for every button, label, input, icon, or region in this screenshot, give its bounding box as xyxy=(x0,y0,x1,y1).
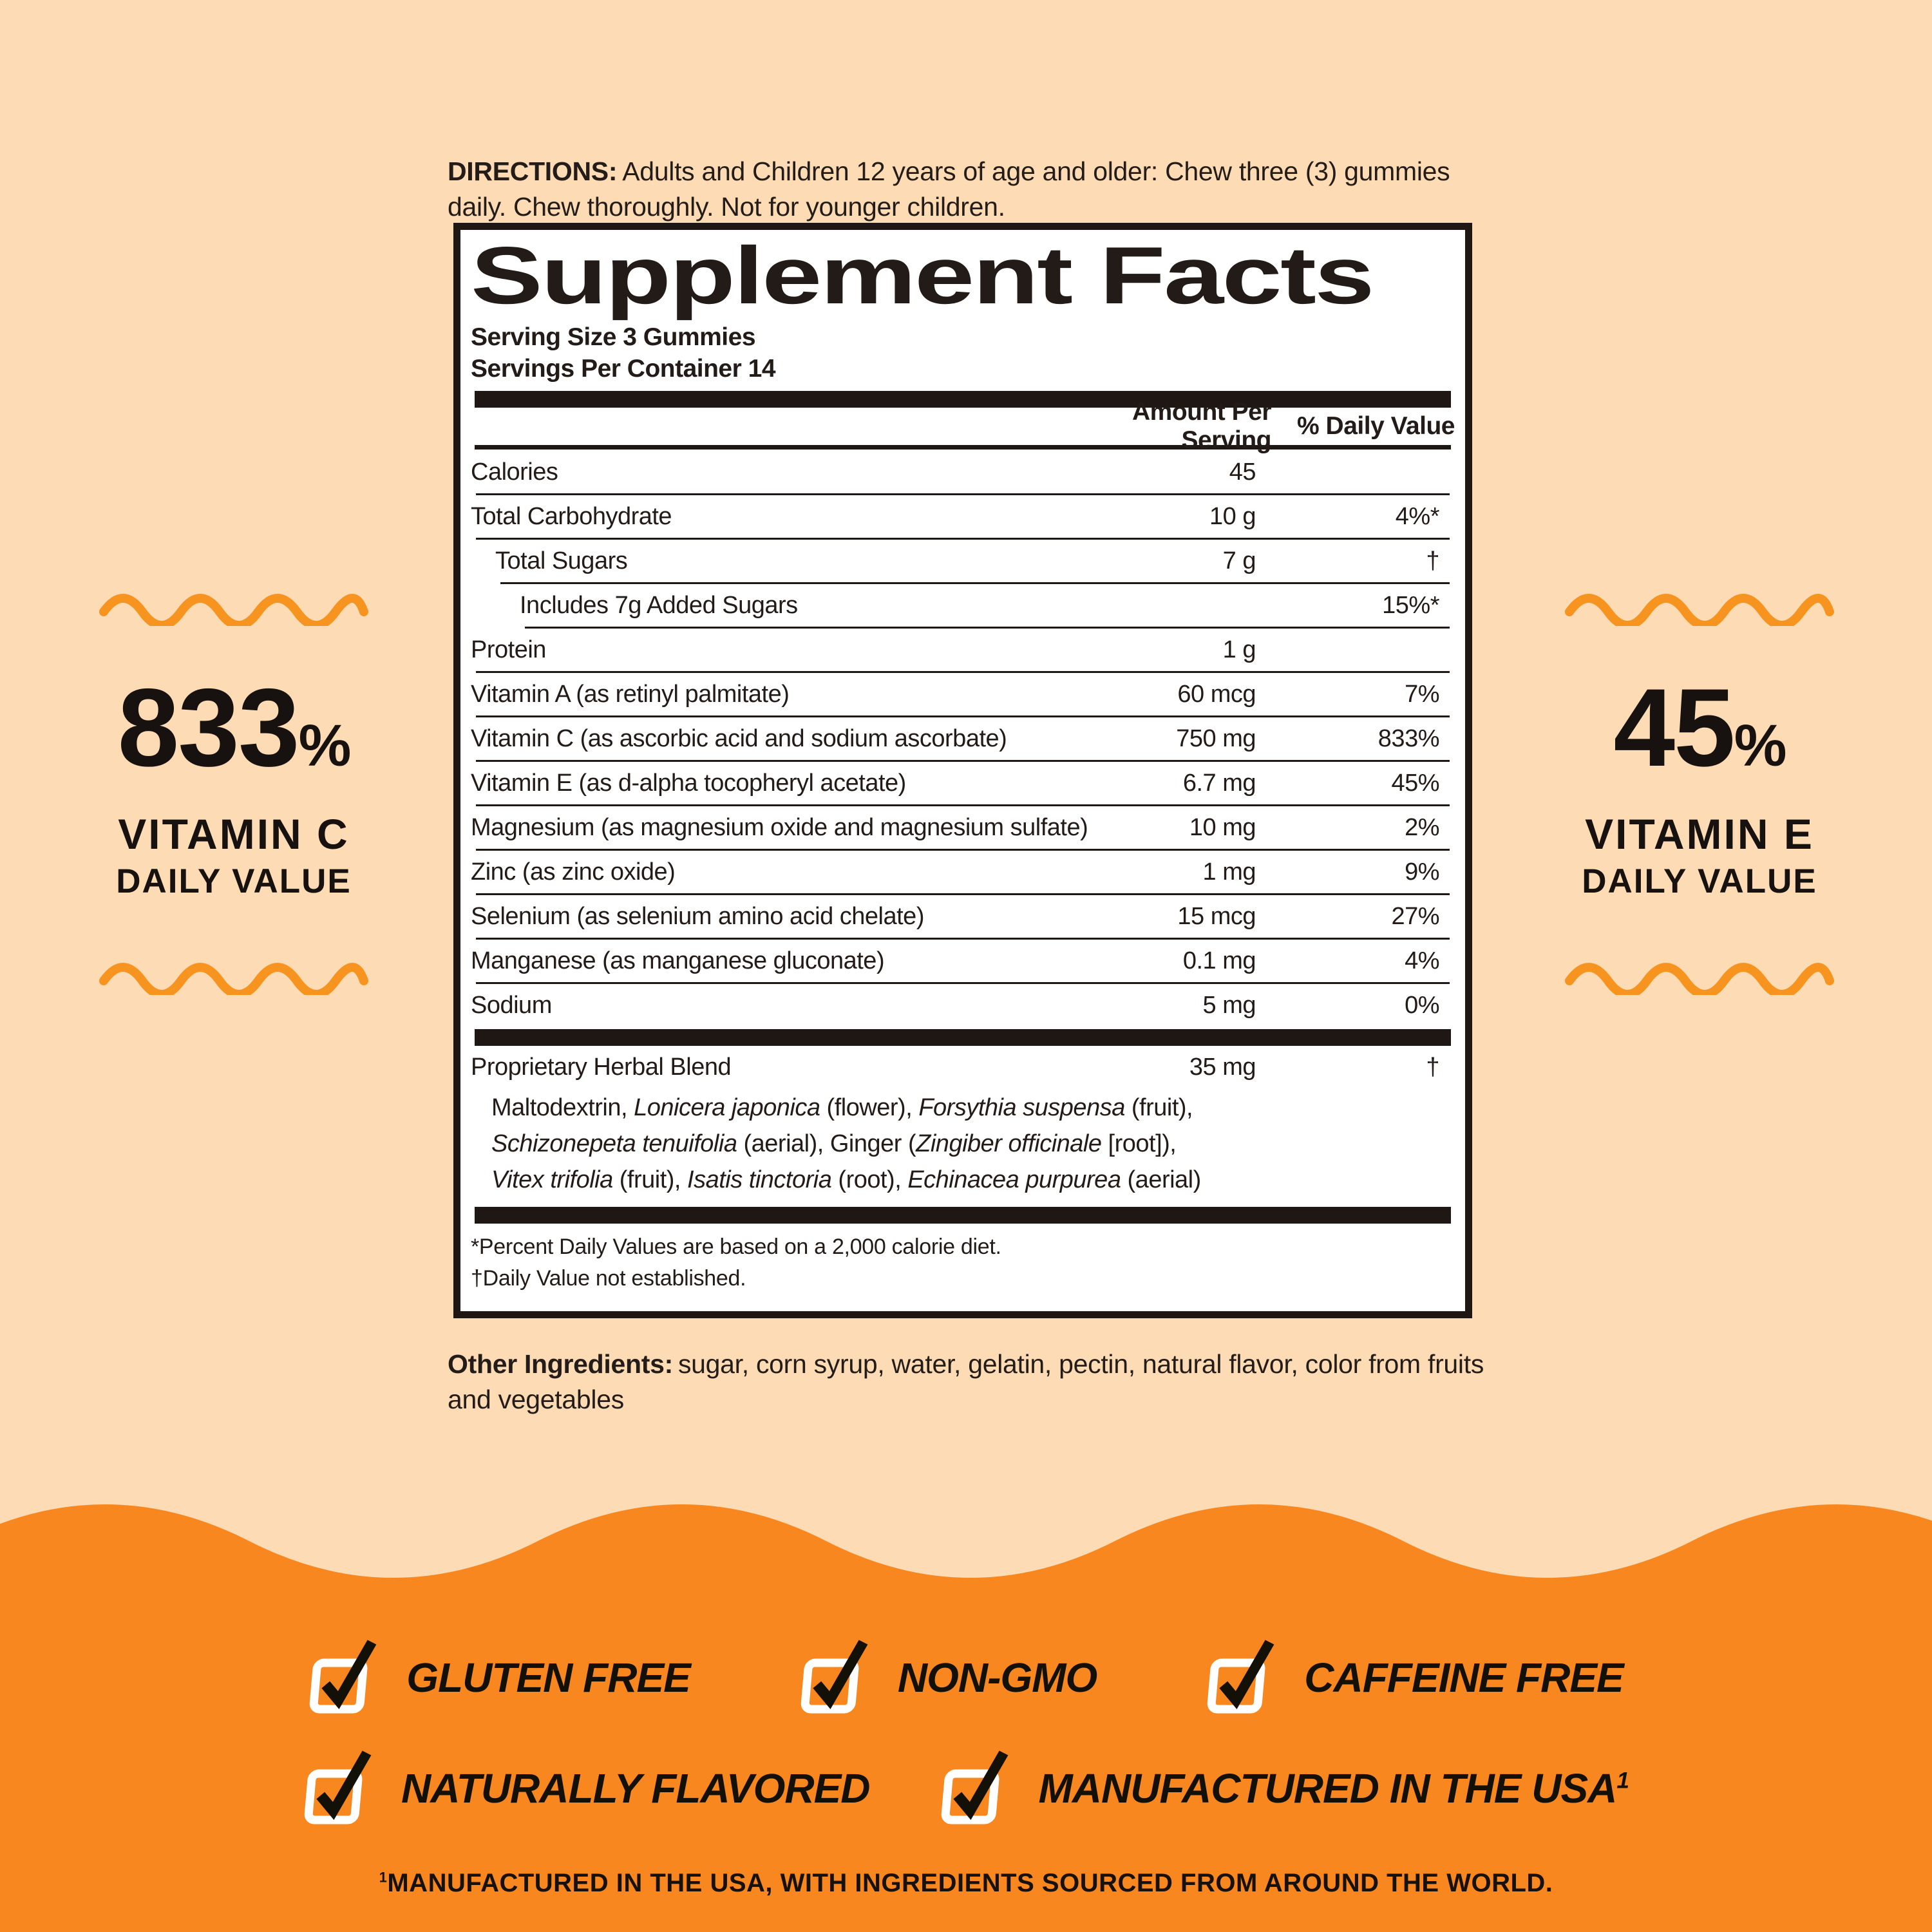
blend-text: (flower), xyxy=(820,1094,919,1121)
nutrient-name: Sodium xyxy=(471,991,552,1019)
nutrient-amount: 10 mg xyxy=(1189,813,1256,841)
vitamin-c-callout xyxy=(95,587,372,998)
nutrient-name: Includes 7g Added Sugars xyxy=(520,591,798,619)
botanical-name: Lonicera japonica xyxy=(634,1094,820,1121)
nutrient-amount: 5 mg xyxy=(1202,991,1256,1019)
badge-manufactured-in-the-usa xyxy=(940,1747,1628,1826)
daily-value-label: DAILY VALUE xyxy=(116,862,352,900)
percent-sign: % xyxy=(298,713,350,779)
squiggle-icon xyxy=(1561,956,1838,995)
nutrient-daily-value: † xyxy=(1426,1053,1439,1081)
nutrient-name: Total Sugars xyxy=(495,547,628,574)
nutrient-name: Vitamin A (as retinyl palmitate) xyxy=(471,680,790,708)
supplement-row xyxy=(471,673,1455,715)
botanical-name: Zingiber officinale xyxy=(916,1130,1102,1157)
badge-naturally-flavored xyxy=(303,1747,869,1826)
supplement-row xyxy=(471,540,1455,582)
nutrient-amount: 7 g xyxy=(1222,547,1256,574)
supplement-row xyxy=(471,806,1455,849)
nutrient-daily-value: † xyxy=(1426,547,1439,574)
supplement-row xyxy=(471,851,1455,893)
checkbox-icon xyxy=(305,1636,379,1716)
nutrient-daily-value: 2% xyxy=(1405,813,1439,841)
nutrient-daily-value: 9% xyxy=(1405,858,1439,886)
other-ingredients-body: sugar, corn syrup, water, gelatin, pectin, natural flavor, color from fruits and vegetables xyxy=(448,1349,1484,1414)
thick-divider-bar xyxy=(475,1029,1451,1046)
nutrient-amount: 1 mg xyxy=(1202,858,1256,886)
badge-caffeine-free xyxy=(1206,1636,1623,1716)
botanical-name: Forsythia suspensa xyxy=(918,1094,1125,1121)
badge-superscript: 1 xyxy=(1616,1768,1629,1794)
servings-per-container: Servings Per Container 14 xyxy=(471,355,776,383)
badge-label: CAFFEINE FREE xyxy=(1304,1654,1624,1701)
other-ingredients xyxy=(448,1347,1517,1417)
supplement-row xyxy=(471,451,1455,493)
vitamin-c-percent-value: 833% xyxy=(117,666,350,790)
nutrient-name: Magnesium (as magnesium oxide and magnesium sulfate) xyxy=(471,813,1088,841)
blend-line xyxy=(491,1126,1455,1162)
column-header-amount: Amount Per Serving xyxy=(1132,398,1271,454)
nutrient-name: Total Carbohydrate xyxy=(471,502,672,530)
nutrient-daily-value: 0% xyxy=(1405,991,1439,1019)
nutrient-daily-value: 4%* xyxy=(1395,502,1439,530)
nutrient-daily-value: 833% xyxy=(1378,724,1439,752)
blend-text: (fruit), xyxy=(1124,1094,1193,1121)
nutrient-name: Vitamin E (as d-alpha tocopheryl acetate) xyxy=(471,769,906,797)
header-rule xyxy=(475,445,1451,450)
blend-text: Maltodextrin, xyxy=(491,1094,634,1121)
column-header-daily-value: % Daily Value xyxy=(1297,412,1455,440)
vitamin-e-label: VITAMIN E xyxy=(1585,810,1814,858)
blend-text: (root), xyxy=(831,1166,908,1193)
badges-row-2 xyxy=(0,1747,1932,1826)
checkbox-icon xyxy=(937,1747,1011,1826)
nutrient-name: Zinc (as zinc oxide) xyxy=(471,858,676,886)
nutrient-amount: 45 xyxy=(1229,458,1256,486)
blend-text: [root]), xyxy=(1101,1130,1177,1157)
nutrient-name: Proprietary Herbal Blend xyxy=(471,1053,732,1081)
blend-text: (fruit), xyxy=(612,1166,688,1193)
footnote-superscript: 1 xyxy=(379,1869,388,1886)
supplement-row xyxy=(471,495,1455,538)
nutrient-name: Calories xyxy=(471,458,558,486)
footnote-text: MANUFACTURED IN THE USA, WITH INGREDIENTS SOURCED FROM AROUND THE WORLD. xyxy=(387,1869,1553,1897)
supplement-row xyxy=(471,762,1455,804)
squiggle-icon xyxy=(95,587,372,626)
thick-divider-bar xyxy=(475,1207,1451,1224)
blend-line xyxy=(491,1090,1455,1126)
vitamin-c-label: VITAMIN C xyxy=(118,810,350,858)
nutrient-name: Selenium (as selenium amino acid chelate) xyxy=(471,902,924,930)
nutrient-name: Manganese (as manganese gluconate) xyxy=(471,947,885,974)
supplement-row xyxy=(471,984,1455,1027)
directions-body: Adults and Children 12 years of age and older: Chew three (3) gummies daily. Chew thoroughly. Not for younger children. xyxy=(448,156,1450,222)
supplement-facts-title: Supplement Facts xyxy=(471,230,1373,321)
footnote-percent-daily-values: *Percent Daily Values are based on a 2,000 calorie diet. xyxy=(471,1235,1001,1259)
squiggle-icon xyxy=(95,956,372,995)
botanical-name: Isatis tinctoria xyxy=(687,1166,832,1193)
blend-text: (aerial) xyxy=(1121,1166,1201,1193)
usa-footnote xyxy=(0,1869,1932,1898)
botanical-name: Schizonepeta tenuifolia xyxy=(491,1130,737,1157)
botanical-name: Echinacea purpurea xyxy=(907,1166,1121,1193)
nutrient-amount: 0.1 mg xyxy=(1182,947,1256,974)
nutrient-amount: 10 g xyxy=(1209,502,1256,530)
badge-label: GLUTEN FREE xyxy=(406,1654,690,1701)
other-ingredients-label: Other Ingredients: xyxy=(448,1349,673,1379)
nutrient-amount: 750 mg xyxy=(1176,724,1256,752)
blend-line xyxy=(491,1162,1455,1198)
nutrient-rows xyxy=(471,451,1455,1027)
nutrient-name: Vitamin C (as ascorbic acid and sodium ascorbate) xyxy=(471,724,1007,752)
nutrient-name: Protein xyxy=(471,636,546,663)
botanical-name: Vitex trifolia xyxy=(491,1166,613,1193)
squiggle-icon xyxy=(1561,587,1838,626)
checkbox-icon xyxy=(796,1636,870,1716)
badge-label: NATURALLY FLAVORED xyxy=(401,1765,870,1812)
percent-sign: % xyxy=(1734,713,1786,779)
directions-text xyxy=(448,154,1510,225)
daily-value-label: DAILY VALUE xyxy=(1582,862,1817,900)
nutrient-amount: 35 mg xyxy=(1189,1053,1256,1081)
supplement-row xyxy=(471,584,1455,627)
vitamin-e-percent-value: 45% xyxy=(1613,666,1786,790)
supplement-row xyxy=(471,717,1455,760)
nutrient-amount: 60 mcg xyxy=(1177,680,1256,708)
supplement-row xyxy=(471,1046,1455,1088)
badge-non-gmo xyxy=(800,1636,1097,1716)
serving-size: Serving Size 3 Gummies xyxy=(471,323,756,351)
supplement-row xyxy=(471,895,1455,938)
nutrient-daily-value: 45% xyxy=(1391,769,1439,797)
nutrient-amount: 6.7 mg xyxy=(1182,769,1256,797)
proprietary-blend-row xyxy=(471,1046,1455,1088)
blend-description xyxy=(491,1090,1455,1198)
directions-label: DIRECTIONS: xyxy=(448,156,618,186)
checkbox-icon xyxy=(300,1747,374,1826)
supplement-facts-panel xyxy=(453,223,1472,1318)
checkbox-icon xyxy=(1203,1636,1277,1716)
nutrient-daily-value: 7% xyxy=(1405,680,1439,708)
supplement-row xyxy=(471,940,1455,982)
supplement-row xyxy=(471,629,1455,671)
vitamin-e-callout xyxy=(1561,587,1838,998)
badge-gluten-free xyxy=(308,1636,690,1716)
nutrient-amount: 1 g xyxy=(1222,636,1256,663)
table-header-row xyxy=(471,398,1455,454)
footnote-daily-value-not-established: †Daily Value not established. xyxy=(471,1266,746,1291)
blend-text: (aerial), Ginger ( xyxy=(737,1130,916,1157)
nutrient-amount: 15 mcg xyxy=(1177,902,1256,930)
badge-label: NON-GMO xyxy=(897,1654,1097,1701)
nutrient-daily-value: 27% xyxy=(1391,902,1439,930)
nutrient-daily-value: 15%* xyxy=(1382,591,1439,619)
badges-row-1 xyxy=(0,1636,1932,1716)
nutrient-daily-value: 4% xyxy=(1405,947,1439,974)
thick-divider-bar xyxy=(475,391,1451,408)
badge-label: MANUFACTURED IN THE USA$^1$ xyxy=(1038,1765,1629,1812)
